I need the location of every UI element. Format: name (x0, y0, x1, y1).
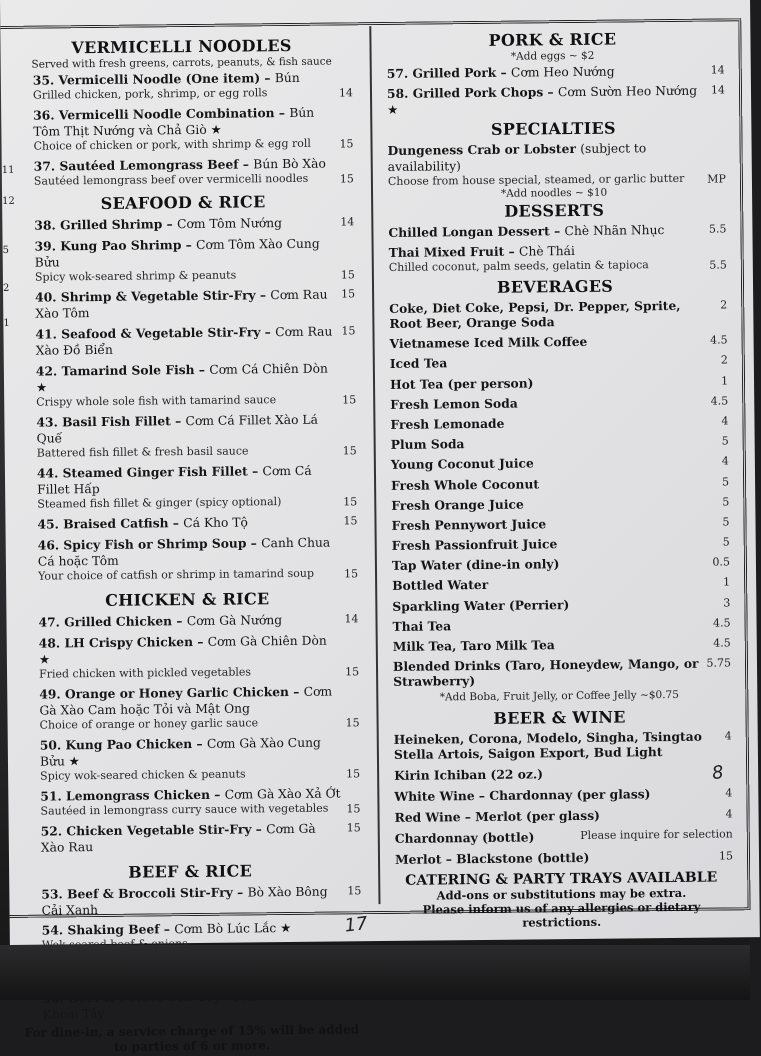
item-english-name: 52. Chicken Vegetable Stir-Fry – (40, 821, 267, 839)
item-name (37, 462, 339, 497)
section-title: BEEF & RICE (128, 861, 253, 882)
menu-item (8, 734, 370, 784)
item-name (389, 298, 701, 331)
item-vietnamese-name: Cơm Cá Fillet Hấp (37, 463, 312, 497)
item-english-name: Fresh Pennywort Juice (391, 516, 547, 533)
item-name (391, 474, 703, 492)
item-price: 5 (722, 535, 730, 549)
menu-item (5, 513, 367, 533)
item-description: Steamed fish fillet & ginger (spicy optional) (37, 495, 282, 511)
item-name (37, 513, 339, 532)
item-english-name: Heineken, Corona, Modelo, Singha, Tsingtao Stella Artois, Saigon Export, Bud Light (393, 728, 702, 763)
item-vietnamese-name: Cơm Gà Xào Rau (40, 821, 316, 855)
section-vermicelli (0, 35, 364, 189)
item-price: MP (707, 172, 726, 186)
section-beer-wine (385, 707, 735, 868)
item-name (39, 632, 341, 667)
menu-item (386, 765, 734, 784)
item-name (41, 883, 343, 918)
item-description: Chilled coconut, palm seeds, gelatin & tapioca (388, 258, 649, 274)
item-name (393, 615, 705, 633)
item-name (38, 534, 340, 569)
menu-item (382, 333, 730, 352)
beverages-note: *Add Boba, Fruit Jelly, or Coffee Jelly ~$0.75 (439, 689, 679, 704)
item-vietnamese-name: Cơm Gà Xào Cung Bửu ★ (39, 735, 321, 769)
item-price: 4.5 (710, 394, 729, 408)
item-name (35, 323, 337, 358)
item-description: Grilled chicken, pork, shrimp, or egg rolls (32, 86, 268, 102)
item-english-name: 54. Shaking Beef – (41, 921, 175, 938)
item-price: 1 (723, 575, 731, 589)
item-price: 15 (718, 849, 734, 863)
item-list (381, 297, 733, 689)
item-english-name: 47. Grilled Chicken – (38, 613, 187, 630)
left-column (0, 28, 373, 1056)
menu-item (383, 474, 731, 493)
menu-item (9, 883, 371, 919)
item-vietnamese-name: Cơm Gà Nướng (186, 613, 283, 629)
menu-item (4, 411, 366, 461)
item-price: 15 (343, 495, 358, 509)
item-description: Sautéed lemongrass beef over vermicelli noodles (33, 171, 309, 188)
item-name (388, 222, 700, 241)
item-english-name: Fresh Passionfruit Juice (391, 536, 558, 553)
section-title: DESSERTS (504, 200, 605, 221)
item-price: 4 (725, 807, 733, 821)
item-english-name: Thai Mixed Fruit – (388, 243, 520, 260)
item-english-name: Chilled Longan Dessert – (388, 223, 565, 240)
item-vietnamese-name: Cơm Gà Xào Xả Ớt (224, 786, 341, 802)
item-price: 5 (722, 474, 730, 488)
item-vietnamese-name: Cơm Cá Chiên Dòn ★ (35, 361, 328, 395)
item-price: 14 (338, 86, 354, 100)
item-price: 15 (347, 884, 362, 898)
handwritten-price: 17 (343, 913, 369, 937)
item-english-name: Young Coconut Juice (390, 455, 534, 473)
item-name (392, 555, 704, 573)
item-price: 15 (343, 514, 358, 528)
item-vietnamese-name: Bò Xào Bông Cải Xanh (41, 884, 328, 918)
item-english-name: 36. Vermicelli Noodle Combination – (33, 104, 290, 123)
section-title: CHICKEN & RICE (105, 589, 270, 610)
item-name (392, 575, 704, 593)
item-name (41, 820, 343, 855)
item-name (395, 849, 707, 867)
menu-item (3, 235, 365, 285)
section-subtitle: *Add eggs ~ $2 (510, 49, 595, 63)
item-name (38, 611, 340, 630)
item-description: Choice of orange or honey garlic sauce (39, 716, 259, 732)
item-english-name: 43. Basil Fish Fillet – (36, 413, 186, 430)
item-price: 15 (342, 393, 357, 407)
item-price: 4 (721, 454, 729, 468)
stray-mark: 5 (2, 244, 10, 256)
section-subtitle: Served with fresh greens, carrots, peanuts, & fish sauce (31, 55, 332, 71)
item-price: 5 (722, 495, 730, 509)
item-english-name: 51. Lemongrass Chicken – (40, 786, 225, 804)
item-english-name: 50. Kung Pao Chicken – (39, 735, 207, 753)
item-list (2, 214, 368, 584)
section-title: VERMICELLI NOODLES (71, 35, 292, 58)
item-price: 4 (721, 414, 729, 428)
catering-banner: CATERING & PARTY TRAYS AVAILABLE (405, 869, 718, 889)
menu-item (379, 62, 727, 82)
item-name (391, 434, 703, 452)
item-name (388, 140, 700, 175)
item-description: Sautéed in lemongrass curry sauce with vegetables (40, 801, 329, 818)
menu-item (385, 656, 733, 690)
item-english-name: 35. Vermicelli Noodle (One item) – (32, 70, 275, 88)
item-name (392, 595, 704, 613)
item-english-name: Bottled Water (392, 577, 489, 594)
item-vietnamese-name: Bún (274, 70, 300, 86)
item-english-name: Plum Soda (390, 436, 465, 453)
item-english-name: Fresh Lemonade (390, 415, 505, 432)
item-english-name: 40. Shrimp & Vegetable Stir-Fry – (35, 287, 271, 305)
item-english-name: Vietnamese Iced Milk Coffee (389, 334, 588, 352)
item-name (393, 636, 705, 654)
menu-item (7, 632, 369, 682)
menu-item (1, 69, 363, 103)
item-description: Battered fish fillet & fresh basil sauce (36, 444, 249, 460)
stray-mark: 1 (3, 317, 10, 329)
item-english-name: Milk Tea, Taro Milk Tea (392, 637, 555, 654)
item-english-name: White Wine – Chardonnay (per glass) (394, 786, 651, 805)
item-price: 4.5 (713, 636, 731, 650)
menu-item (384, 534, 732, 553)
item-price: 2 (720, 353, 728, 367)
menu-item (384, 575, 732, 594)
item-name (394, 765, 706, 783)
item-list (380, 221, 729, 275)
item-name (391, 515, 703, 533)
stray-mark: 11 (1, 164, 15, 176)
item-english-name: 48. LH Crispy Chicken – (38, 633, 208, 651)
item-price: 15 (343, 567, 359, 581)
item-price: 1 (720, 373, 729, 388)
item-english-name: Fresh Lemon Soda (390, 395, 518, 412)
section-beverages (381, 275, 733, 704)
item-english-name: Fresh Whole Coconut (391, 475, 540, 493)
item-english-name: Tap Water (dine-in only) (391, 556, 560, 574)
item-price: 15 (346, 802, 361, 816)
item-vietnamese-name: Cơm Sườn Heo Nướng ★ (387, 83, 698, 117)
item-english-name: Chardonnay (bottle) (394, 829, 535, 847)
item-price: 15 (346, 821, 361, 835)
item-price: 15 (339, 137, 354, 151)
item-english-name: 37. Sautéed Lemongrass Beef – (33, 156, 254, 174)
item-vietnamese-name: Cơm Rau Xào Tôm (35, 287, 328, 321)
handwritten-price: 8 (710, 762, 725, 785)
item-price: 15 (345, 716, 360, 730)
section-title: BEER & WINE (493, 707, 626, 729)
menu-item (381, 297, 729, 331)
item-english-name: Iced Tea (389, 355, 448, 372)
item-english-name: 46. Spicy Fish or Shrimp Soup – (37, 535, 262, 553)
allergy-note: Please inform us of any allergies or dietary restrictions. (422, 899, 701, 930)
item-name (390, 353, 702, 371)
item-list (386, 729, 735, 868)
item-english-name: Red Wine – Merlot (per glass) (394, 807, 600, 826)
item-name (391, 494, 703, 512)
item-vietnamese-name: Cơm Gà Chiên Dòn ★ (38, 633, 327, 667)
catering-note: Add-ons or substitutions may be extra. (436, 886, 687, 903)
item-price: 15 (344, 665, 360, 679)
item-price: 15 (339, 172, 354, 186)
item-price: 15 (341, 324, 356, 338)
item-price: 4.5 (710, 333, 728, 347)
item-description: Your choice of catfish or shrimp in tamarind soup (37, 566, 315, 583)
item-price: 15 (342, 444, 357, 458)
item-price: 14 (710, 83, 726, 97)
item-name (35, 235, 337, 270)
item-vietnamese-name: Cơm Heo Nướng (510, 64, 615, 80)
item-description: Fried chicken with pickled vegetables (38, 665, 252, 681)
menu-item (381, 241, 729, 275)
stray-mark: 12 (2, 195, 15, 207)
item-name (394, 786, 706, 804)
item-english-name: Dungeness Crab or Lobster (387, 140, 581, 158)
item-name (36, 411, 338, 446)
item-name (390, 414, 702, 432)
item-english-name: 45. Braised Catfish – (37, 515, 184, 532)
menu-item (8, 785, 370, 819)
item-english-name: Sparkling Water (Perrier) (392, 596, 570, 614)
menu-item (387, 849, 735, 868)
item-description: Choose from house special, steamed, or garlic butter (387, 171, 685, 188)
item-vietnamese-name: Cơm Gà Xào Cam hoặc Tỏi và Mật Ong (39, 684, 333, 718)
item-price: 15 (340, 268, 355, 282)
item-english-name: Kirin Ichiban (22 oz.) (394, 766, 544, 784)
item-list (6, 611, 371, 856)
menu-item (386, 729, 734, 763)
menu-item (383, 494, 731, 513)
item-english-name: 39. Kung Pao Shrimp – (34, 236, 197, 254)
section-specialties (379, 117, 728, 201)
item-vietnamese-name: Chè Nhãn Nhục (564, 223, 665, 239)
menu-item (1, 104, 363, 154)
item-vietnamese-name: (subject to availability) (387, 141, 647, 174)
item-name (395, 807, 707, 825)
service-charge-note: For dine-in, a service charge of 15% will be added to parties of 6 or more. (24, 1022, 360, 1054)
section-title: PORK & RICE (488, 29, 617, 50)
item-list (380, 139, 728, 189)
item-description: Spicy wok-seared chicken & peanuts (40, 767, 246, 783)
item-price: 5 (722, 515, 730, 529)
item-name (387, 83, 699, 118)
item-english-name: 38. Grilled Shrimp – (34, 216, 178, 233)
menu-item (4, 360, 366, 410)
item-vietnamese-name: Cá Kho Tộ (183, 515, 249, 531)
section-pork (378, 28, 727, 118)
item-english-name: Fresh Orange Juice (391, 496, 524, 513)
section-desserts (380, 199, 729, 275)
item-description: Choice of chicken or pork, with shrimp & egg roll (33, 136, 311, 153)
item-name (393, 656, 705, 689)
menu-item (386, 786, 734, 805)
item-price: 15 (341, 287, 356, 301)
item-english-name: Merlot – Blackstone (bottle) (394, 850, 590, 868)
menu-item (7, 683, 369, 733)
item-english-name: 44. Steamed Ginger Fish Fillet – (36, 463, 263, 481)
item-english-name: 58. Grilled Pork Chops – (386, 84, 559, 101)
item-list (1, 69, 364, 189)
item-vietnamese-name: Cơm Tôm Nướng (176, 216, 283, 232)
item-english-name: 57. Grilled Pork – (386, 64, 512, 81)
section-chicken (6, 588, 371, 856)
item-name (390, 333, 702, 351)
menu-item (6, 534, 368, 584)
menu-item (382, 413, 730, 432)
item-name (390, 393, 702, 411)
item-description: Spicy wok-seared shrimp & peanuts (34, 268, 237, 284)
stray-mark: 2 (2, 282, 10, 294)
menu-item (5, 462, 367, 512)
item-name (39, 683, 341, 718)
item-name (34, 214, 336, 233)
item-vietnamese-name: Canh Chua Cá hoặc Tôm (37, 535, 331, 569)
item-vietnamese-name: Cơm Cá Fillet Xào Lá Quế (36, 412, 318, 446)
menu-item (3, 286, 365, 322)
table-edge (0, 945, 750, 1000)
item-price: 0.5 (712, 555, 730, 569)
menu-item (384, 555, 732, 574)
item-price: 4.5 (712, 616, 731, 630)
menu-item (383, 433, 731, 452)
menu-item (383, 514, 731, 533)
item-vietnamese-name: Khoai Tây (42, 1006, 105, 1022)
item-english-name: Coke, Diet Coke, Pepsi, Dr. Pepper, Sprite, Root Beer, Orange Soda (389, 297, 681, 331)
menu-item (382, 373, 730, 392)
item-name (40, 734, 342, 769)
item-list (379, 62, 728, 118)
item-english-name: 41. Seafood & Vegetable Stir-Fry – (35, 324, 276, 342)
item-price: 5.5 (708, 222, 727, 236)
item-english-name: Hot Tea (per person) (389, 374, 534, 392)
item-price: 15 (346, 767, 361, 781)
item-name (36, 360, 338, 395)
section-title: BEVERAGES (496, 276, 614, 297)
item-price: 4 (724, 729, 732, 743)
menu-item (380, 221, 728, 241)
item-name (33, 69, 335, 88)
item-vietnamese-name: Cơm Tôm Xào Cung Bửu (34, 236, 320, 270)
item-name (390, 373, 702, 391)
menu-item (387, 807, 735, 826)
item-english-name: Thai Tea (392, 618, 452, 634)
item-vietnamese-name: Bún Tôm Thịt Nướng và Chả Giò ★ (33, 105, 315, 139)
menu-item (383, 454, 731, 473)
item-price: 5.75 (706, 656, 732, 670)
item-english-name: 49. Orange or Honey Garlic Chicken – (39, 683, 304, 702)
item-description: Crispy whole sole fish with tamarind sauce (36, 393, 277, 409)
section-title: SPECIALTIES (490, 118, 616, 139)
menu-item (379, 82, 727, 118)
item-name (394, 729, 706, 762)
item-price: 5 (721, 434, 729, 448)
right-column (378, 22, 735, 931)
section-title: SEAFOOD & RICE (100, 192, 266, 213)
section-seafood (2, 191, 368, 584)
menu-item (9, 820, 371, 856)
item-name (33, 104, 335, 139)
item-name (35, 286, 337, 321)
menu-item (380, 139, 728, 189)
menu-item (2, 155, 364, 189)
menu-item (382, 353, 730, 372)
item-name (392, 535, 704, 553)
item-english-name: Blended Drinks (Taro, Honeydew, Mango, or Strawberry) (392, 655, 699, 690)
item-price: 14 (340, 215, 355, 229)
item-name (391, 454, 703, 472)
item-price: 2 (720, 298, 728, 312)
menu-item (382, 393, 730, 412)
item-name (387, 63, 699, 82)
item-vietnamese-name: Cơm Rau Xào Đồ Biển (35, 324, 333, 358)
menu-item (2, 214, 364, 234)
menu-item (385, 635, 733, 654)
item-price: 14 (710, 63, 725, 77)
item-vietnamese-name: Cơm Bò Lúc Lắc ★ (174, 921, 292, 937)
menu-item (6, 611, 368, 631)
item-price: 3 (723, 596, 731, 610)
specialties-note: *Add noodles ~ $10 (500, 186, 608, 200)
item-price: 14 (344, 612, 359, 626)
item-vietnamese-name: Bún Bò Xào (253, 156, 326, 172)
menu-item (3, 323, 365, 359)
item-vietnamese-name: Chè Thái (518, 243, 575, 259)
item-price: 4 (725, 786, 733, 800)
menu-item (385, 615, 733, 634)
menu-item (387, 828, 735, 847)
item-english-name: 53. Beef & Broccoli Stir-Fry – (41, 884, 248, 902)
item-english-name: 42. Tamarind Sole Fish – (35, 361, 210, 379)
menu-item (384, 595, 732, 614)
item-description: Please inquire for selection (580, 827, 733, 843)
item-price: 5.5 (709, 258, 727, 272)
